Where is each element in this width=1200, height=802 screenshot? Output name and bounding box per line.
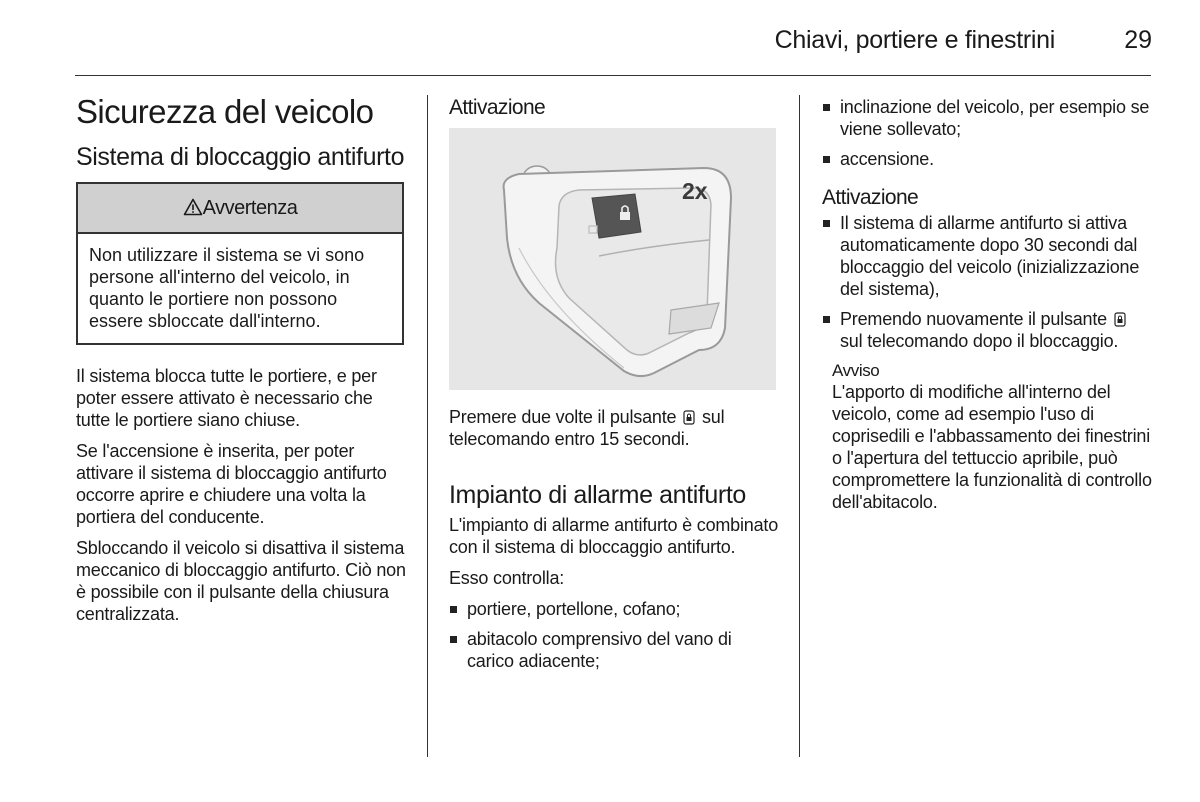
list-item: accensione. [822,148,1152,170]
paragraph: Il sistema blocca tutte le portiere, e per poter essere attivato è necessario che tutte le portiere siano chiuse. [76,366,377,430]
paragraph: Se l'accensione è inserita, per poter attivare il sistema di bloccaggio antifurto occorre aprire e chiudere una volta la portiera del conducente. [76,441,387,527]
instruction-text-start: Premere due volte il pulsante [449,407,677,427]
warning-box [76,182,404,345]
section-title: Sicurezza del veicolo [76,93,374,130]
warning-header [78,184,402,234]
page-number: 29 [1124,26,1152,54]
alarm-section-title: Impianto di allarme antifurto [449,481,746,509]
column-divider-right [799,95,800,757]
column-3 [822,96,1152,513]
list-item: Il sistema di allarme antifurto si attiva automaticamente dopo 30 secondi dal bloccaggio del veicolo (inizializzazione del sistema), [822,212,1152,300]
column-divider-left [427,95,428,757]
subsection-title: Sistema di bloccaggio antifurto [76,143,405,171]
list-item: abitacolo comprensivo del vano di carico adiacente; [449,628,779,672]
column-1 [76,90,406,634]
warning-triangle-icon [183,198,203,216]
monitored-list [449,598,779,672]
list-item: inclinazione del veicolo, per esempio se viene sollevato; [822,96,1152,140]
list-item: Premendo nuovamente il pulsante sul telecomando dopo il bloccaggio. [822,308,1152,352]
instruction-text [449,406,779,450]
square-bullet-icon [823,104,830,111]
header-title: Chiavi, portiere e finestrini [774,26,1055,54]
paragraph: Esso controlla: [449,568,565,588]
instruction-text-end: sul telecomando entro 15 secondi. [449,407,725,449]
monitored-list-continued [822,96,1152,170]
warning-text: Non utilizzare il sistema se vi sono persone all'interno del veicolo, in quanto le portiere non possono essere sbloccate dall'interno. [89,245,365,331]
note-block [832,361,1152,513]
activation-steps [822,212,1152,352]
column-2 [449,90,779,681]
activation-heading: Attivazione [449,96,546,119]
square-bullet-icon [823,156,830,163]
remote-key-illustration [449,128,776,390]
square-bullet-icon [450,636,457,643]
activation-heading: Attivazione [822,186,919,209]
square-bullet-icon [823,220,830,227]
square-bullet-icon [823,316,830,323]
paragraph: L'impianto di allarme antifurto è combinato con il sistema di bloccaggio antifurto. [449,515,779,557]
note-text: L'apporto di modifiche all'interno del veicolo, come ad esempio l'uso di coprisedili e l'abbassamento dei finestrini o l'apertura del tettuccio apribile, può compromettere la funzionalità di controllo dell'abitacolo. [832,382,1152,512]
paragraph: Sbloccando il veicolo si disattiva il sistema meccanico di bloccaggio antifurto. Ciò non è possibile con il pulsante della chiusura centralizzata. [76,538,406,624]
header-rule [75,75,1151,76]
square-bullet-icon [450,606,457,613]
warning-title: Avvertenza [202,197,298,219]
press-count-label: 2x [682,178,708,204]
list-item: portiere, portellone, cofano; [449,598,779,620]
remote-key-icon [449,128,776,390]
note-title: Avviso [832,361,880,380]
lock-button-icon [1114,312,1126,327]
lock-button-icon [683,410,695,425]
